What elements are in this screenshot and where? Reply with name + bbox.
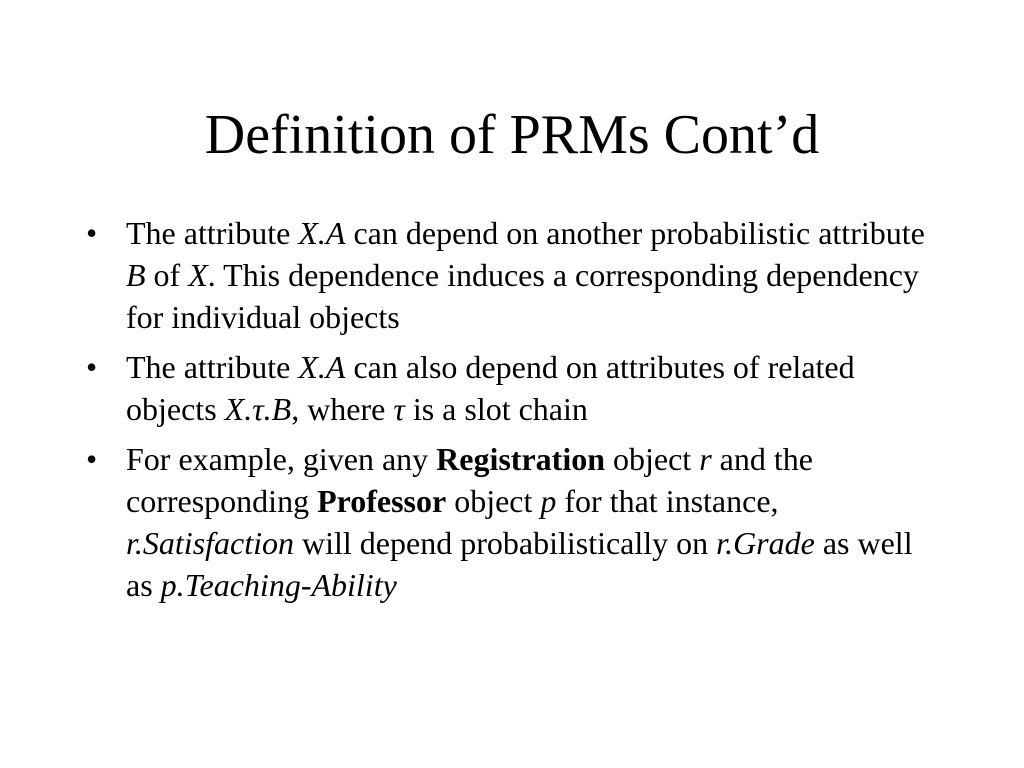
italic-term: p [540, 483, 557, 519]
bullet-item [86, 438, 946, 606]
text-run: can also depend on attributes of related objects [126, 349, 855, 427]
bullet-marker: • [86, 349, 98, 385]
italic-term: r.Satisfaction [126, 525, 295, 561]
bold-term: Registration [436, 441, 605, 477]
italic-term: X.A [298, 215, 346, 251]
text-run: as well as [126, 525, 913, 603]
text-run: of [145, 257, 189, 293]
text-run: will depend probabilistically on [294, 525, 717, 561]
text-run: object [446, 483, 541, 519]
text-run: . This dependence induces a corresponding dependency for individual objects [126, 257, 919, 335]
italic-term: r [699, 441, 712, 477]
text-run: object [605, 441, 700, 477]
bullet-item [86, 212, 946, 338]
italic-term: X.τ.B [224, 391, 292, 427]
text-run: can depend on another probabilistic attribute [345, 215, 925, 251]
text-run: is a slot chain [404, 391, 588, 427]
text-run: and the corresponding [126, 441, 813, 519]
italic-term: p.Teaching-Ability [160, 567, 397, 603]
italic-term: X [188, 257, 208, 293]
text-run: for that instance, [556, 483, 779, 519]
slide-title: Definition of PRMs Cont’d [204, 104, 820, 166]
bullet-item [86, 346, 946, 430]
italic-term: τ [393, 391, 405, 427]
bullet-marker: • [86, 441, 98, 477]
bold-term: Professor [317, 483, 447, 519]
bullet-list [86, 212, 946, 614]
text-run: The attribute [126, 215, 299, 251]
text-run: , where [291, 391, 394, 427]
italic-term: B [126, 257, 146, 293]
bullet-marker: • [86, 215, 98, 251]
italic-term: r.Grade [716, 525, 815, 561]
italic-term: X.A [298, 349, 346, 385]
text-run: The attribute [126, 349, 299, 385]
text-run: For example, given any [126, 441, 437, 477]
